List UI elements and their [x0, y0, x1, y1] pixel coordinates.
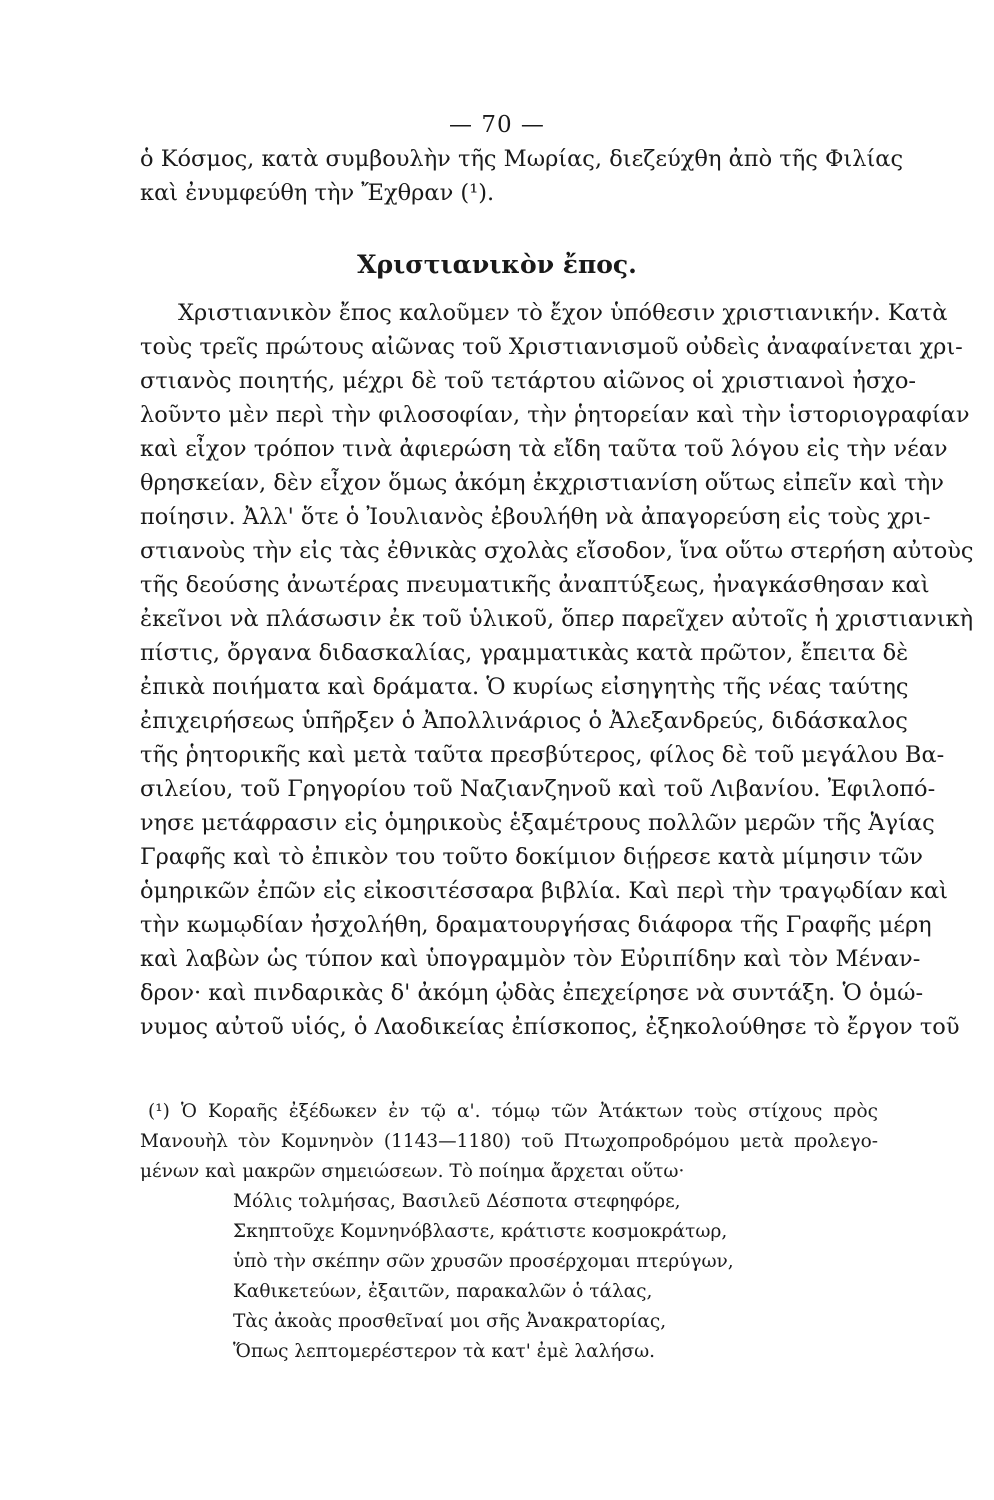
text-line: ὁ Κόσμος, κατὰ συμβουλὴν τῆς Μωρίας, διεζεύχθη ἀπὸ τῆς Φιλίας [140, 146, 904, 172]
footnote-line: Μανουὴλ τὸν Κομνηνὸν (1143—1180) τοῦ Πτωχοπροδρόμου μετὰ προλεγο- [140, 1131, 878, 1152]
section-heading: Χριστιανικὸν ἔπος. [357, 250, 637, 279]
text-line: τῆς ῥητορικῆς καὶ μετὰ ταῦτα πρεσβύτερος, φίλος δὲ τοῦ μεγάλου Βα- [140, 742, 945, 768]
verse-line: Σκηπτοῦχε Κομνηνόβλαστε, κράτιστε κοσμοκράτωρ, [233, 1221, 728, 1242]
text-line: ἐπιχειρήσεως ὑπῆρξεν ὁ Ἀπολλινάριος ὁ Ἀλεξανδρεύς, διδάσκαλος [140, 708, 908, 734]
text-line: τοὺς τρεῖς πρώτους αἰῶνας τοῦ Χριστιανισμοῦ οὐδεὶς ἀναφαίνεται χρι- [140, 334, 963, 360]
text-line: πίστις, ὄργανα διδασκαλίας, γραμματικὰς κατὰ πρῶτον, ἔπειτα δὲ [140, 640, 909, 666]
text-line: ἐκεῖνοι νὰ πλάσωσιν ἐκ τοῦ ὑλικοῦ, ὅπερ παρεῖχεν αὐτοῖς ἡ χριστιανικὴ [140, 606, 974, 632]
text-line: νησε μετάφρασιν εἰς ὁμηρικοὺς ἑξαμέτρους πολλῶν μερῶν τῆς Ἁγίας [140, 810, 935, 836]
verse-line: Μόλις τολμήσας, Βασιλεῦ Δέσποτα στεφηφόρε, [233, 1191, 681, 1212]
text-line: ἐπικὰ ποιήματα καὶ δράματα. Ὁ κυρίως εἰσηγητὴς τῆς νέας ταύτης [140, 674, 909, 700]
text-line: δρον· καὶ πινδαρικὰς δ' ἀκόμη ᾠδὰς ἐπεχείρησε νὰ συντάξη. Ὁ ὁμώ- [140, 980, 924, 1006]
footnote-line: μένων καὶ μακρῶν σημειώσεων. Τὸ ποίημα ἄρχεται οὕτω· [140, 1161, 685, 1182]
footnote-line: (¹) Ὁ Κοραῆς ἐξέδωκεν ἐν τῷ α'. τόμῳ τῶν Ἀτάκτων τοὺς στίχους πρὸς [148, 1101, 878, 1122]
text-line: Γραφῆς καὶ τὸ ἐπικὸν του τοῦτο δοκίμιον διῄρεσε κατὰ μίμησιν τῶν [140, 844, 923, 870]
text-line: σιλείου, τοῦ Γρηγορίου τοῦ Ναζιανζηνοῦ καὶ τοῦ Λιβανίου. Ἐφιλοπό- [140, 776, 936, 802]
paragraph-first-line: Χριστιανικὸν ἔπος καλοῦμεν τὸ ἔχον ὑπόθεσιν χριστιανικήν. Κατὰ [178, 300, 948, 326]
verse-line: Τὰς ἀκοὰς προσθεῖναί μοι σῆς Ἀνακρατορίας, [233, 1311, 667, 1332]
text-line: στιανοὺς τὴν εἰς τὰς ἐθνικὰς σχολὰς εἴσοδον, ἵνα οὕτω στερήση αὐτοὺς [140, 538, 974, 564]
text-line: καὶ εἶχον τρόπον τινὰ ἀφιερώση τὰ εἴδη ταῦτα τοῦ λόγου εἰς τὴν νέαν [140, 436, 948, 462]
text-line: νυμος αὐτοῦ υἱός, ὁ Λαοδικείας ἐπίσκοπος, ἐξηκολούθησε τὸ ἔργον τοῦ [140, 1014, 960, 1040]
page-number: — 70 — [449, 112, 545, 138]
text-line: ὁμηρικῶν ἐπῶν εἰς εἰκοσιτέσσαρα βιβλία. Καὶ περὶ τὴν τραγῳδίαν καὶ [140, 878, 949, 904]
text-line: καὶ λαβὼν ὡς τύπον καὶ ὑπογραμμὸν τὸν Εὐριπίδην καὶ τὸν Μέναν- [140, 946, 921, 972]
verse-line: ὑπὸ τὴν σκέπην σῶν χρυσῶν προσέρχομαι πτερύγων, [233, 1251, 734, 1272]
verse-line: Καθικετεύων, ἐξαιτῶν, παρακαλῶν ὁ τάλας, [233, 1281, 653, 1302]
text-line: στιανὸς ποιητής, μέχρι δὲ τοῦ τετάρτου αἰῶνος οἱ χριστιανοὶ ἠσχο- [140, 368, 916, 394]
text-line: καὶ ἐνυμφεύθη τὴν Ἔχθραν (¹). [140, 180, 495, 206]
text-line: τὴν κωμῳδίαν ἠσχολήθη, δραματουργήσας διάφορα τῆς Γραφῆς μέρη [140, 912, 932, 938]
text-line: θρησκείαν, δὲν εἶχον ὅμως ἀκόμη ἐκχριστιανίση οὕτως εἰπεῖν καὶ τὴν [140, 470, 944, 496]
text-line: λοῦντο μὲν περὶ τὴν φιλοσοφίαν, τὴν ῥητορείαν καὶ τὴν ἱστοριογραφίαν [140, 402, 970, 428]
text-line: ποίησιν. Ἀλλ' ὅτε ὁ Ἰουλιανὸς ἐβουλήθη νὰ ἀπαγορεύση εἰς τοὺς χρι- [140, 504, 931, 530]
text-line: τῆς δεούσης ἀνωτέρας πνευματικῆς ἀναπτύξεως, ἠναγκάσθησαν καὶ [140, 572, 930, 598]
verse-line: Ὅπως λεπτομερέστερον τὰ κατ' ἐμὲ λαλήσω. [233, 1341, 656, 1362]
